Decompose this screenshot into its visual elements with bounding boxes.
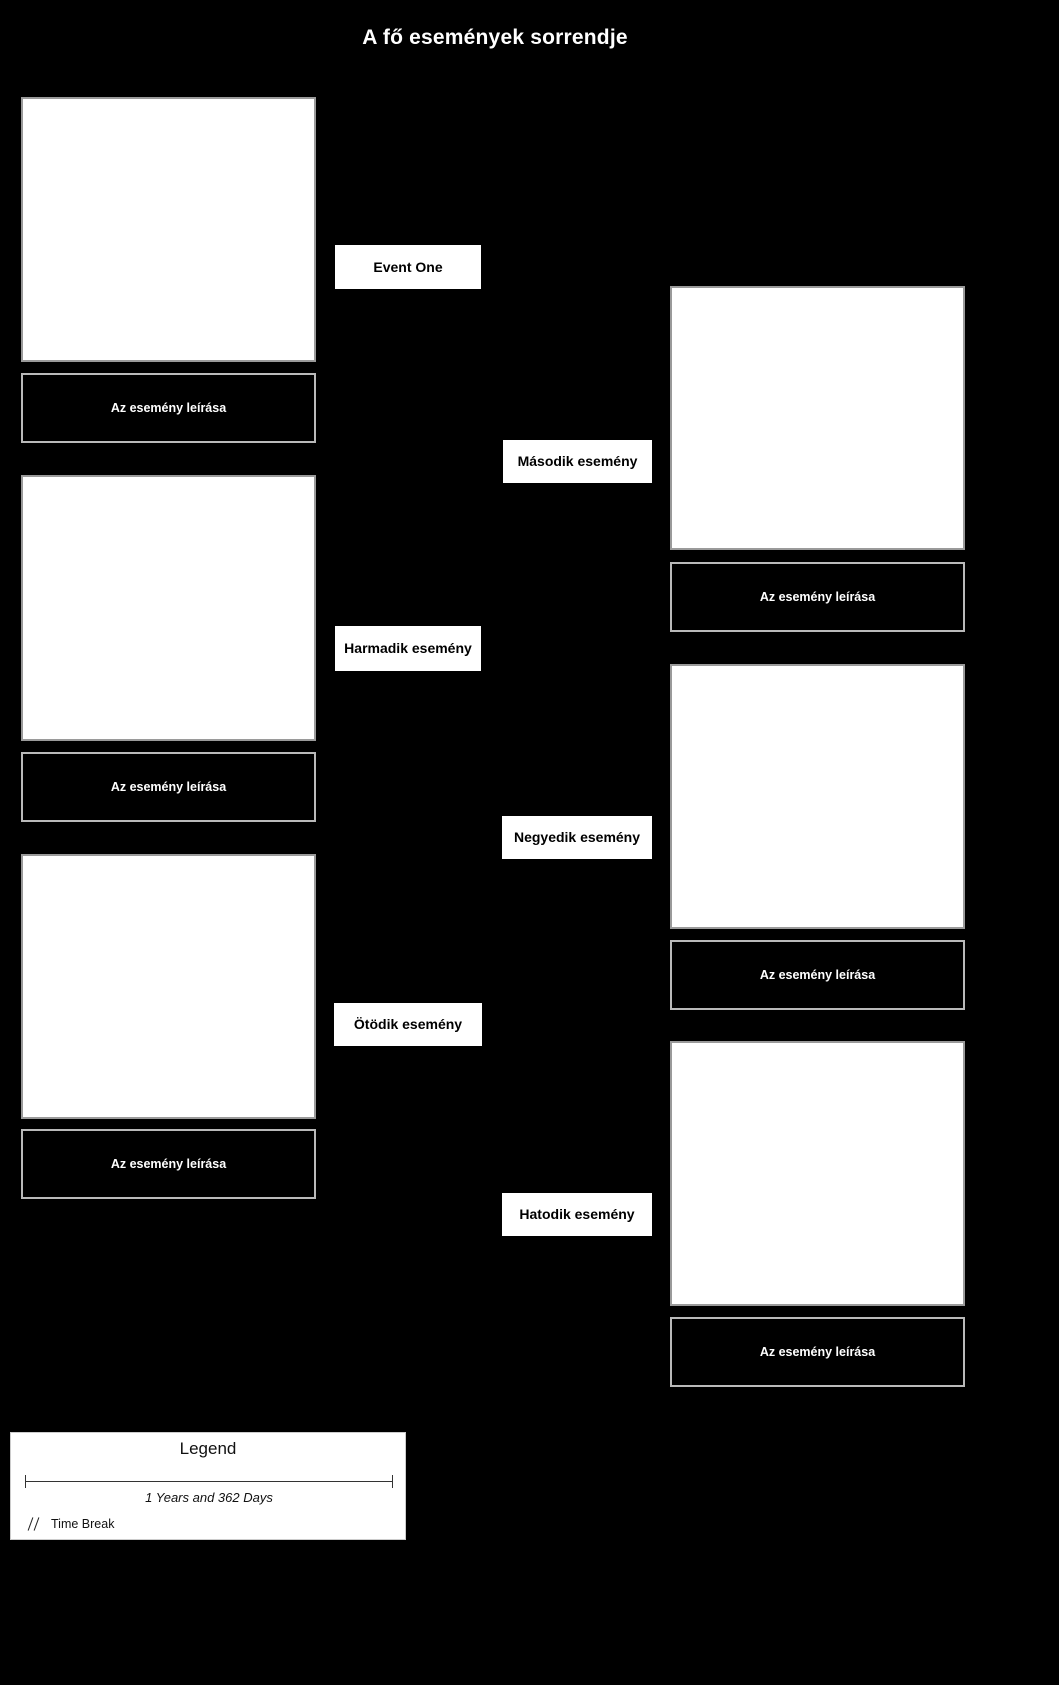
event-description-2[interactable]: Az esemény leírása	[670, 562, 965, 632]
event-description-1[interactable]: Az esemény leírása	[21, 373, 316, 443]
event-image-3[interactable]	[21, 475, 316, 741]
event-label-4[interactable]: Negyedik esemény	[502, 816, 652, 859]
event-label-5[interactable]: Ötödik esemény	[334, 1003, 482, 1046]
event-description-6[interactable]: Az esemény leírása	[670, 1317, 965, 1387]
event-label-3[interactable]: Harmadik esemény	[335, 626, 481, 671]
event-description-4[interactable]: Az esemény leírása	[670, 940, 965, 1010]
legend-span-label: 1 Years and 362 Days	[145, 1490, 273, 1505]
event-description-3[interactable]: Az esemény leírása	[21, 752, 316, 822]
legend-time-break-row	[25, 1517, 114, 1531]
event-description-5[interactable]: Az esemény leírása	[21, 1129, 316, 1199]
event-image-1[interactable]	[21, 97, 316, 362]
legend-time-break-label: Time Break	[51, 1517, 115, 1531]
event-label-1[interactable]: Event One	[335, 245, 481, 289]
legend-scale-icon	[25, 1475, 393, 1489]
event-label-6[interactable]: Hatodik esemény	[502, 1193, 652, 1236]
event-image-2[interactable]	[670, 286, 965, 550]
legend-title: Legend	[179, 1439, 237, 1458]
legend-panel	[10, 1432, 406, 1540]
event-image-5[interactable]	[21, 854, 316, 1119]
event-image-6[interactable]	[670, 1041, 965, 1306]
time-break-icon	[25, 1517, 43, 1531]
event-image-4[interactable]	[670, 664, 965, 929]
event-label-2[interactable]: Második esemény	[503, 440, 652, 483]
page-title: A fő események sorrendje	[362, 26, 628, 49]
